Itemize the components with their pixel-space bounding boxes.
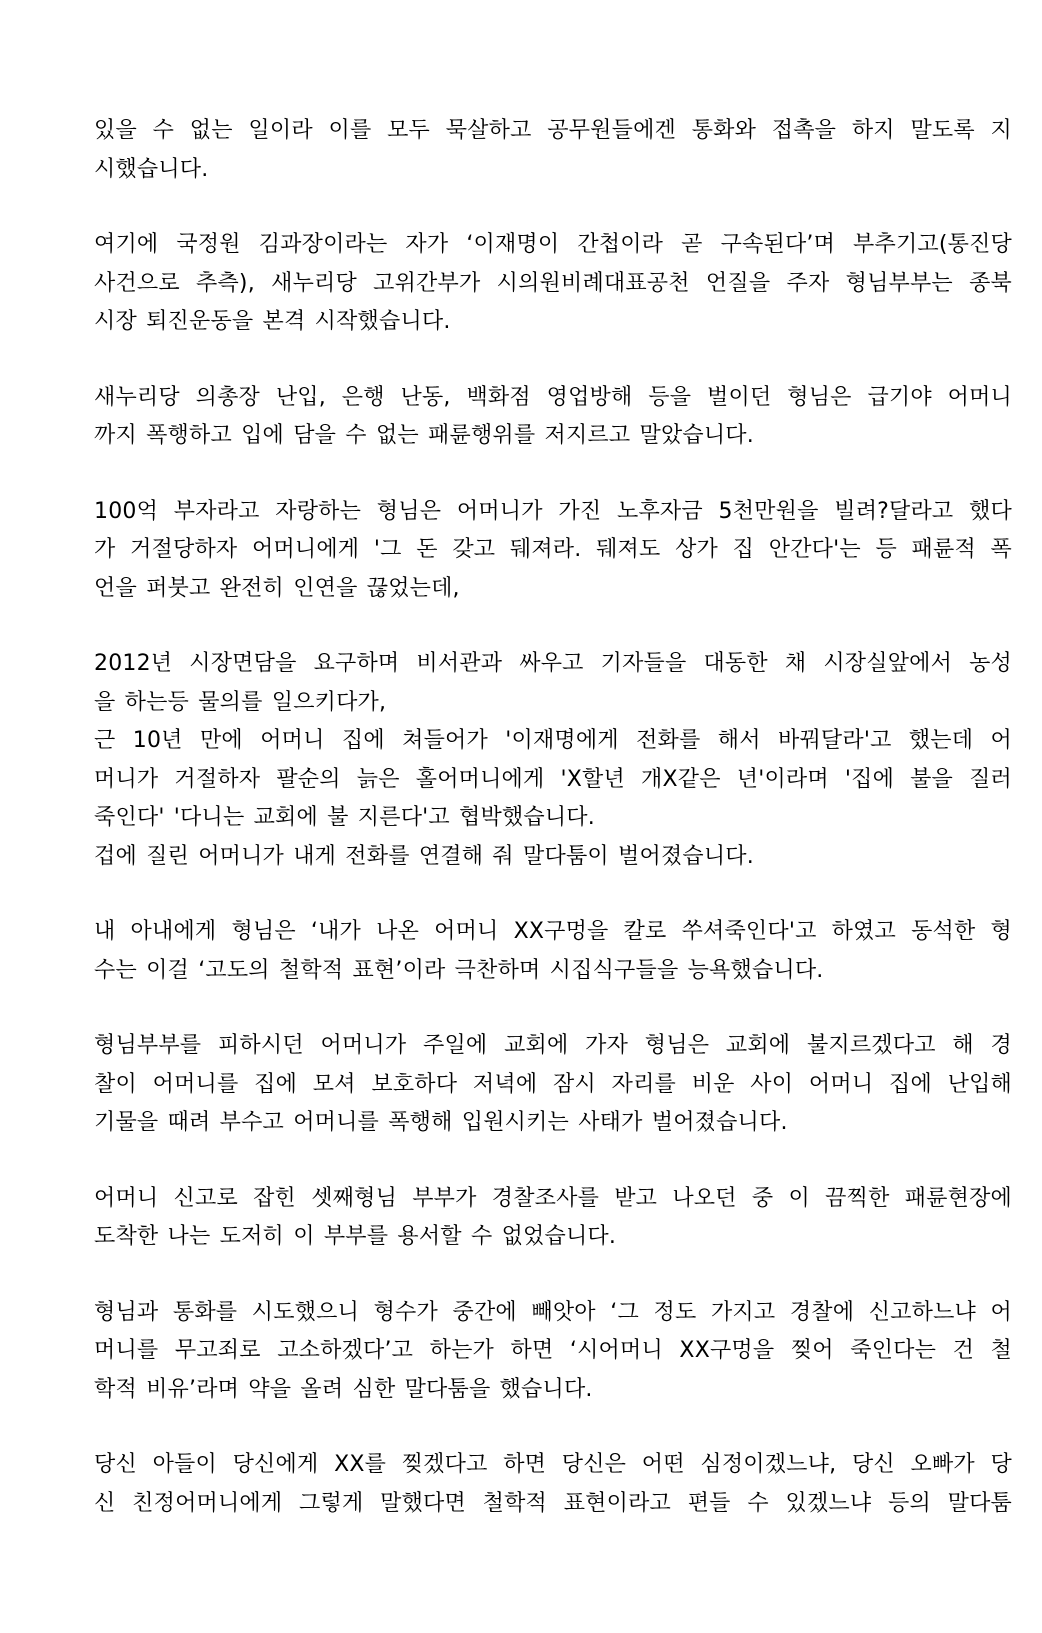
paragraph [94, 379, 1012, 456]
text-line: 학적 비유’라며 약을 올려 심한 말다툼을 했습니다. [94, 1376, 593, 1402]
text-line: 죽인다' '다니는 교회에 불 지른다'고 협박했습니다. [94, 805, 595, 830]
text-line: 언을 퍼붓고 완전히 인연을 끊었는데, [94, 575, 460, 601]
paragraph [94, 1027, 1012, 1143]
paragraph [94, 1294, 1012, 1410]
paragraph [94, 112, 1012, 189]
text-line: 여기에 국정원 김과장이라는 자가 ‘이재명이 간첩이라 곧 구속된다’며 부추기고(통진당 [94, 232, 1012, 257]
text-line: 시장 퇴진운동을 본격 시작했습니다. [94, 309, 451, 334]
text-line: 100억 부자라고 자랑하는 형님은 어머니가 가진 노후자금 5천만원을 빌려?달라고 했다 [94, 498, 1012, 524]
text-line: 어머니 신고로 잡힌 셋째형님 부부가 경찰조사를 받고 나오던 중 이 끔찍한 패륜현장에 [94, 1185, 1012, 1211]
paragraph [94, 1446, 1012, 1523]
document-page [94, 112, 1012, 1560]
text-line: 수는 이걸 ‘고도의 철학적 표현’이라 극찬하며 시집식구들을 능욕했습니다. [94, 957, 824, 983]
text-line: 형님과 통화를 시도했으니 형수가 중간에 빼앗아 ‘그 정도 가지고 경찰에 신고하느냐 어 [94, 1299, 1012, 1325]
text-line: 시했습니다. [94, 156, 209, 182]
text-line: 머니를 무고죄로 고소하겠다’고 하는가 하면 ‘시어머니 XX구멍을 찢어 죽인다는 건 철 [94, 1338, 1012, 1363]
text-line: 있을 수 없는 일이라 이를 모두 묵살하고 공무원들에겐 통화와 접촉을 하지 말도록 지 [94, 118, 1012, 143]
text-line: 도착한 나는 도저히 이 부부를 용서할 수 없었습니다. [94, 1224, 617, 1249]
text-line: 내 아내에게 형님은 ‘내가 나온 어머니 XX구멍을 칼로 쑤셔죽인다'고 하였고 동석한 형 [94, 919, 1012, 944]
text-line: 사건으로 추측), 새누리당 고위간부가 시의원비례대표공천 언질을 주자 형님부부는 종북 [94, 270, 1012, 296]
paragraph [94, 226, 1012, 342]
text-line: 까지 폭행하고 입에 담을 수 없는 패륜행위를 저지르고 말았습니다. [94, 423, 754, 448]
text-line: 가 거절당하자 어머니에게 '그 돈 갖고 뒈져라. 뒈져도 상가 집 안간다'는 등 패륜적 폭 [94, 537, 1012, 562]
text-line: 새누리당 의총장 난입, 은행 난동, 백화점 영업방해 등을 벌이던 형님은 급기야 어머니 [94, 384, 1012, 410]
text-line: 근 10년 만에 어머니 집에 쳐들어가 '이재명에게 전화를 해서 바꿔달라'고 했는데 어 [94, 728, 1012, 753]
text-line: 기물을 때려 부수고 어머니를 폭행해 입원시키는 사태가 벌어졌습니다. [94, 1110, 788, 1135]
paragraph [94, 493, 1012, 609]
text-line: 당신 아들이 당신에게 XX를 찢겠다고 하면 당신은 어떤 심정이겠느냐, 당신 오빠가 당 [94, 1452, 1012, 1477]
paragraph [94, 1180, 1012, 1257]
text-line: 형님부부를 피하시던 어머니가 주일에 교회에 가자 형님은 교회에 불지르겠다고 해 경 [94, 1033, 1012, 1058]
text-line: 2012년 시장면담을 요구하며 비서관과 싸우고 기자들을 대동한 채 시장실앞에서 농성 [94, 651, 1012, 676]
text-line: 머니가 거절하자 팔순의 늙은 홀어머니에게 'X할년 개X같은 년'이라며 '집에 불을 질러 [94, 766, 1012, 792]
paragraph [94, 913, 1012, 990]
text-line: 을 하는등 물의를 일으키다가, [94, 689, 387, 715]
text-line: 찰이 어머니를 집에 모셔 보호하다 저녁에 잠시 자리를 비운 사이 어머니 집에 난입해 [94, 1071, 1012, 1097]
paragraph [94, 645, 1012, 876]
text-line: 겁에 질린 어머니가 내게 전화를 연결해 줘 말다툼이 벌어졌습니다. [94, 843, 754, 869]
text-line: 신 친정어머니에게 그렇게 말했다면 철학적 표현이라고 편들 수 있겠느냐 등의 말다툼 [94, 1490, 1012, 1516]
